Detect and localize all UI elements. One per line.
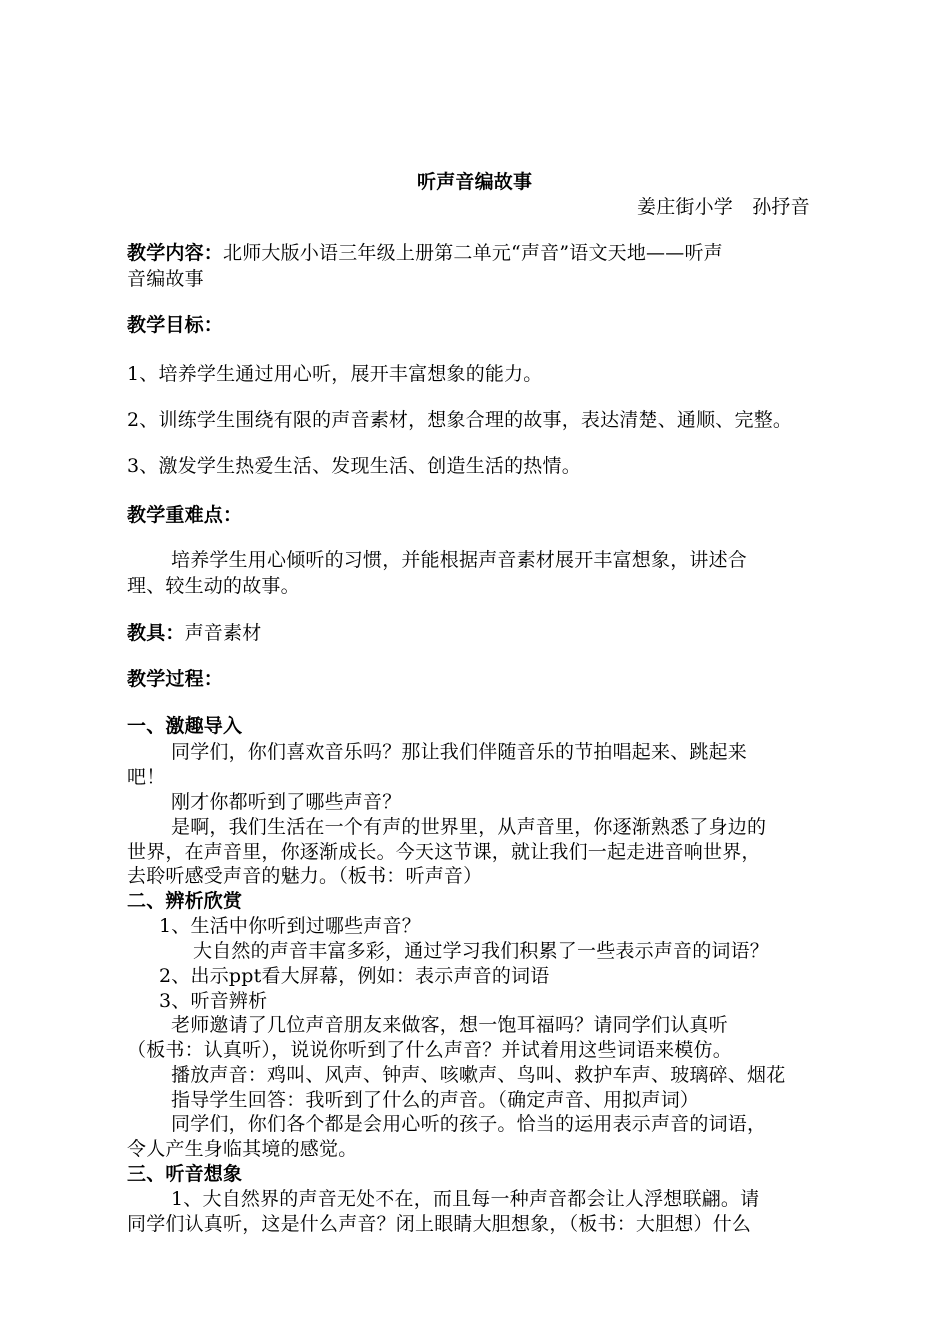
s2-paragraph-4-line-2: 令人产生身临其境的感觉。 xyxy=(127,1138,358,1160)
s3-paragraph-1-line-2: 同学们认真听，这是什么声音？闭上眼睛大胆想象，（板书：大胆想）什么 xyxy=(127,1213,752,1235)
tools-label: 教具： xyxy=(127,622,185,644)
s2-item-3: 3、听音辨析 xyxy=(159,990,268,1012)
s1-paragraph-1-line-1: 同学们，你们喜欢音乐吗？那让我们伴随音乐的节拍唱起来、跳起来 xyxy=(171,741,748,763)
content-label: 教学内容： xyxy=(127,242,224,264)
tools-text: 声音素材 xyxy=(184,622,262,644)
s1-paragraph-3-line-2: 世界，在声音里，你逐渐成长。今天这节课，就让我们一起走进音响世界， xyxy=(127,841,761,863)
s1-paragraph-3-line-1: 是啊，我们生活在一个有声的世界里，从声音里，你逐渐熟悉了身边的 xyxy=(171,816,767,838)
s2-paragraph-1-line-1: 老师邀请了几位声音朋友来做客，想一饱耳福吗？请同学们认真听 xyxy=(171,1014,728,1036)
document-title: 听声音编故事 xyxy=(417,171,533,193)
section-3-heading: 三、听音想象 xyxy=(127,1163,243,1185)
s2-paragraph-2: 播放声音：鸡叫、风声、钟声、咳嗽声、鸟叫、救护车声、玻璃碎、烟花 xyxy=(171,1064,786,1086)
s2-paragraph-4-line-1: 同学们，你们各个都是会用心听的孩子。恰当的运用表示声音的词语， xyxy=(171,1113,767,1135)
content-line-1 xyxy=(127,241,723,265)
process-label: 教学过程： xyxy=(127,668,224,690)
goals-label: 教学目标： xyxy=(127,314,224,336)
section-2-heading: 二、辨析欣赏 xyxy=(127,890,243,912)
s3-paragraph-1-line-1: 1、大自然界的声音无处不在，而且每一种声音都会让人浮想联翩。请 xyxy=(171,1188,760,1210)
s2-paragraph-1-line-2: （板书：认真听），说说你听到了什么声音？并试着用这些词语来模仿。 xyxy=(127,1039,732,1061)
s2-item-1: 1、生活中你听到过哪些声音？ xyxy=(159,915,421,937)
key-text-2: 理、较生动的故事。 xyxy=(127,575,300,597)
goal-3: 3、激发学生热爱生活、发现生活、创造生活的热情。 xyxy=(127,455,581,477)
content-text: 北师大版小语三年级上册第二单元“声音”语文天地——听声 xyxy=(223,242,723,264)
goal-2: 2、训练学生围绕有限的声音素材，想象合理的故事，表达清楚、通顺、完整。 xyxy=(127,409,793,431)
goal-1: 1、培养学生通过用心听，展开丰富想象的能力。 xyxy=(127,363,543,385)
s1-paragraph-1-line-2: 吧！ xyxy=(127,766,166,788)
s2-item-2: 2、出示ppt看大屏幕，例如：表示声音的词语 xyxy=(159,965,550,987)
key-text-1: 培养学生用心倾听的习惯，并能根据声音素材展开丰富想象，讲述合 xyxy=(171,549,748,571)
author-line: 姜庄街小学 孙抒音 xyxy=(637,196,810,218)
tools-line xyxy=(127,621,261,645)
key-label: 教学重难点： xyxy=(127,504,243,526)
s2-item-1-sub: 大自然的声音丰富多彩，通过学习我们积累了一些表示声音的词语？ xyxy=(193,940,770,962)
s1-paragraph-3-line-3: 去聆听感受声音的魅力。（板书：听声音） xyxy=(127,865,483,887)
content-line-2: 音编故事 xyxy=(127,268,204,290)
section-1-heading: 一、激趣导入 xyxy=(127,715,243,737)
s2-paragraph-3: 指导学生回答：我听到了什么的声音。（确定声音、用拟声词） xyxy=(171,1089,700,1111)
s1-paragraph-2: 刚才你都听到了哪些声音？ xyxy=(171,791,402,813)
